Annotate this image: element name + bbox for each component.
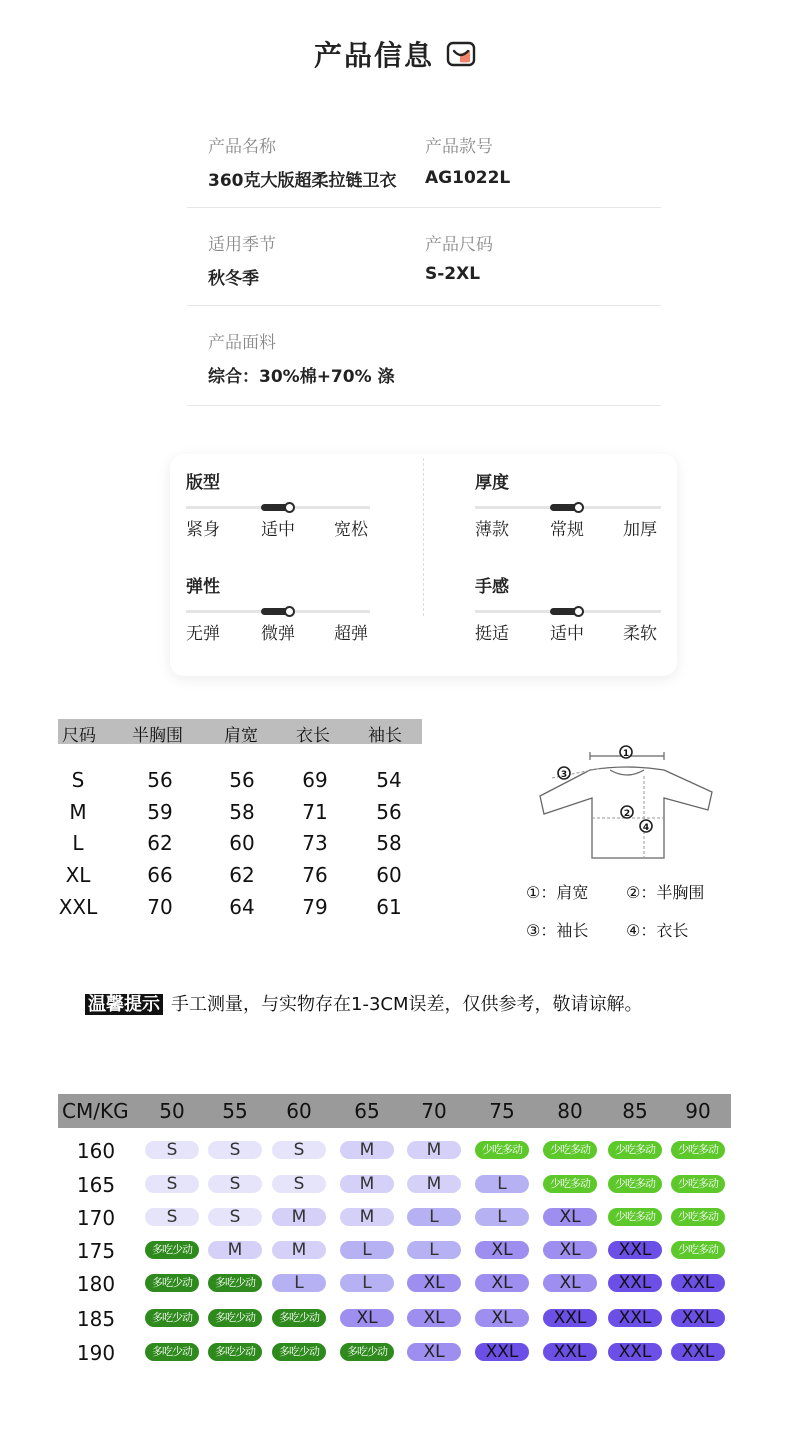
height-label: 180: [76, 1272, 116, 1296]
size-table-cell: 60: [376, 863, 402, 887]
size-recommend-pill: XXL: [608, 1343, 662, 1361]
size-table-cell: L: [72, 831, 84, 855]
attr-option: 宽松: [334, 520, 368, 540]
size-table-cell: 71: [302, 800, 328, 824]
size-table-cell: 58: [229, 800, 255, 824]
divider: [187, 207, 661, 208]
height-label: 160: [76, 1139, 116, 1163]
size-table-cell: 76: [302, 863, 328, 887]
size-recommend-pill: XL: [475, 1274, 529, 1292]
size-table-header: [58, 719, 422, 744]
attr-indicator: [550, 504, 578, 511]
name-label: 产品名称: [208, 137, 276, 157]
size-recommend-pill: 少吃多动: [671, 1175, 725, 1193]
legend-sleeve: ③：袖长: [526, 921, 589, 940]
weight-header: 55: [222, 1099, 248, 1123]
size-label: 产品尺码: [425, 235, 493, 255]
size-table-cell: 69: [302, 768, 328, 792]
size-recommend-pill: 少吃多动: [671, 1208, 725, 1226]
marker-2: 2: [623, 809, 631, 819]
attr-indicator: [261, 504, 289, 511]
size-recommend-pill: M: [272, 1208, 326, 1226]
size-recommend-pill: L: [272, 1274, 326, 1292]
size-recommend-pill: 多吃少动: [145, 1309, 199, 1327]
tip-badge: 温馨提示: [85, 994, 163, 1015]
marker-3: 3: [560, 770, 568, 780]
season-value: 秋冬季: [208, 269, 259, 289]
size-table-cell: 64: [229, 895, 255, 919]
size-recommend-pill: 少吃多动: [608, 1208, 662, 1226]
size-recommend-pill: XL: [407, 1343, 461, 1361]
size-recommend-pill: M: [340, 1141, 394, 1159]
size-recommend-pill: L: [475, 1175, 529, 1193]
bag-icon: [446, 40, 476, 75]
attr-option: 无弹: [186, 624, 220, 644]
size-table-cell: 66: [147, 863, 173, 887]
weight-header: 65: [354, 1099, 380, 1123]
code-value: AG1022L: [425, 168, 511, 188]
weight-header: 90: [685, 1099, 711, 1123]
size-recommend-pill: L: [407, 1241, 461, 1259]
height-label: 175: [76, 1239, 116, 1263]
size-recommend-pill: M: [272, 1241, 326, 1259]
size-recommend-pill: XXL: [608, 1309, 662, 1327]
size-recommend-pill: 多吃少动: [272, 1343, 326, 1361]
size-table-cell: 56: [147, 768, 173, 792]
size-recommend-pill: 少吃多动: [671, 1141, 725, 1159]
legend-length: ④：衣长: [626, 921, 689, 940]
size-recommend-pill: S: [208, 1208, 262, 1226]
weight-header: 70: [421, 1099, 447, 1123]
fabric-label: 产品面料: [208, 333, 276, 353]
size-recommend-pill: XXL: [671, 1343, 725, 1361]
page-title: [0, 34, 790, 75]
size-table-cell: 58: [376, 831, 402, 855]
size-recommend-pill: 多吃少动: [208, 1309, 262, 1327]
divider: [187, 405, 661, 406]
sweater-outline-icon: [530, 740, 730, 870]
height-label: 185: [76, 1307, 116, 1331]
attr-option: 超弹: [334, 624, 368, 644]
size-recommend-pill: 多吃少动: [208, 1343, 262, 1361]
size-recommend-pill: 多吃少动: [145, 1241, 199, 1259]
size-recommend-pill: XXL: [543, 1343, 597, 1361]
size-recommend-pill: L: [407, 1208, 461, 1226]
size-recommend-pill: S: [208, 1175, 262, 1193]
size-recommend-pill: L: [340, 1241, 394, 1259]
recommend-corner: CM/KG: [62, 1099, 129, 1123]
size-table-cell: 62: [147, 831, 173, 855]
recommend-header: [58, 1094, 731, 1128]
weight-header: 85: [622, 1099, 648, 1123]
size-recommend-pill: XXL: [671, 1309, 725, 1327]
card-divider: [423, 458, 424, 616]
size-recommend-pill: M: [407, 1141, 461, 1159]
attr-option: 挺适: [475, 624, 509, 644]
size-recommend-pill: 多吃少动: [145, 1274, 199, 1292]
size-recommend-pill: L: [475, 1208, 529, 1226]
size-recommend-pill: 多吃少动: [272, 1309, 326, 1327]
size-recommend-pill: XL: [543, 1274, 597, 1292]
attr-option: 适中: [550, 624, 584, 644]
size-recommend-pill: S: [145, 1141, 199, 1159]
marker-1: 1: [622, 749, 630, 759]
size-recommend-pill: XXL: [543, 1309, 597, 1327]
size-recommend-pill: S: [208, 1141, 262, 1159]
size-recommend-pill: 少吃多动: [671, 1241, 725, 1259]
measurement-diagram: [530, 740, 730, 870]
height-label: 170: [76, 1206, 116, 1230]
size-recommend-pill: L: [340, 1274, 394, 1292]
height-label: 190: [76, 1341, 116, 1365]
size-table-cell: 56: [229, 768, 255, 792]
size-recommend-pill: XL: [407, 1274, 461, 1292]
size-recommend-pill: S: [145, 1175, 199, 1193]
legend-shoulder: ①：肩宽: [526, 883, 589, 902]
size-table-cell: 60: [229, 831, 255, 855]
size-header-cell: 袖长: [368, 726, 402, 746]
page-title-text: 产品信息: [313, 39, 434, 72]
size-recommend-pill: M: [340, 1175, 394, 1193]
attr-option: 紧身: [186, 520, 220, 540]
attr-title: 弹性: [186, 577, 220, 597]
size-recommend-pill: S: [272, 1141, 326, 1159]
size-recommend-pill: 少吃多动: [543, 1141, 597, 1159]
size-table-cell: XL: [65, 863, 91, 887]
size-table-cell: 73: [302, 831, 328, 855]
attr-option: 柔软: [623, 624, 657, 644]
size-table-cell: XXL: [58, 895, 98, 919]
size-table-cell: 54: [376, 768, 402, 792]
attr-indicator: [261, 608, 289, 615]
size-table-cell: M: [69, 800, 87, 824]
attr-option: 加厚: [623, 520, 657, 540]
marker-4: 4: [642, 823, 650, 833]
attr-option: 微弹: [261, 624, 295, 644]
attr-title: 手感: [475, 577, 509, 597]
size-recommend-pill: XL: [340, 1309, 394, 1327]
size-recommend-pill: XL: [475, 1309, 529, 1327]
size-recommend-pill: XL: [475, 1241, 529, 1259]
size-value: S-2XL: [425, 264, 481, 284]
tip-text: 手工测量，与实物存在1-3CM误差，仅供参考，敬请谅解。: [171, 994, 643, 1015]
size-table-cell: 56: [376, 800, 402, 824]
size-recommend-pill: 多吃少动: [145, 1343, 199, 1361]
size-recommend-pill: 少吃多动: [608, 1175, 662, 1193]
attr-option: 常规: [550, 520, 584, 540]
attr-option: 适中: [261, 520, 295, 540]
size-header-cell: 尺码: [62, 726, 96, 746]
size-recommend-pill: 多吃少动: [340, 1343, 394, 1361]
size-recommend-pill: M: [407, 1175, 461, 1193]
size-recommend-pill: 多吃少动: [208, 1274, 262, 1292]
size-table-cell: S: [71, 768, 85, 792]
size-recommend-pill: XXL: [475, 1343, 529, 1361]
size-header-cell: 衣长: [296, 726, 330, 746]
divider: [187, 305, 661, 306]
weight-header: 60: [286, 1099, 312, 1123]
size-recommend-pill: 少吃多动: [543, 1175, 597, 1193]
attribute-card: [170, 454, 677, 676]
size-recommend-pill: XL: [543, 1208, 597, 1226]
size-table-cell: 79: [302, 895, 328, 919]
name-value: 360克大版超柔拉链卫衣: [208, 171, 397, 191]
size-recommend-pill: XXL: [608, 1241, 662, 1259]
size-table-cell: 62: [229, 863, 255, 887]
size-header-cell: 半胸围: [132, 726, 183, 746]
attr-indicator: [550, 608, 578, 615]
size-recommend-pill: XL: [407, 1309, 461, 1327]
size-header-cell: 肩宽: [224, 726, 258, 746]
weight-header: 50: [159, 1099, 185, 1123]
size-recommend-pill: XXL: [671, 1274, 725, 1292]
fabric-value: 综合：30%棉+70% 涤: [208, 367, 395, 387]
size-recommend-pill: S: [272, 1175, 326, 1193]
legend-chest: ②：半胸围: [626, 883, 705, 902]
size-recommend-pill: M: [208, 1241, 262, 1259]
attr-title: 版型: [186, 473, 220, 493]
weight-header: 80: [557, 1099, 583, 1123]
size-table-cell: 61: [376, 895, 402, 919]
size-recommend-pill: XL: [543, 1241, 597, 1259]
height-label: 165: [76, 1173, 116, 1197]
size-recommend-pill: 少吃多动: [608, 1141, 662, 1159]
size-recommend-pill: XXL: [608, 1274, 662, 1292]
size-recommend-pill: M: [340, 1208, 394, 1226]
size-table-cell: 59: [147, 800, 173, 824]
attr-option: 薄款: [475, 520, 509, 540]
size-recommend-pill: 少吃多动: [475, 1141, 529, 1159]
season-label: 适用季节: [208, 235, 276, 255]
code-label: 产品款号: [425, 137, 493, 157]
weight-header: 75: [489, 1099, 515, 1123]
measurement-tip: [85, 990, 643, 1016]
attr-title: 厚度: [475, 473, 509, 493]
size-table-cell: 70: [147, 895, 173, 919]
size-recommend-pill: S: [145, 1208, 199, 1226]
